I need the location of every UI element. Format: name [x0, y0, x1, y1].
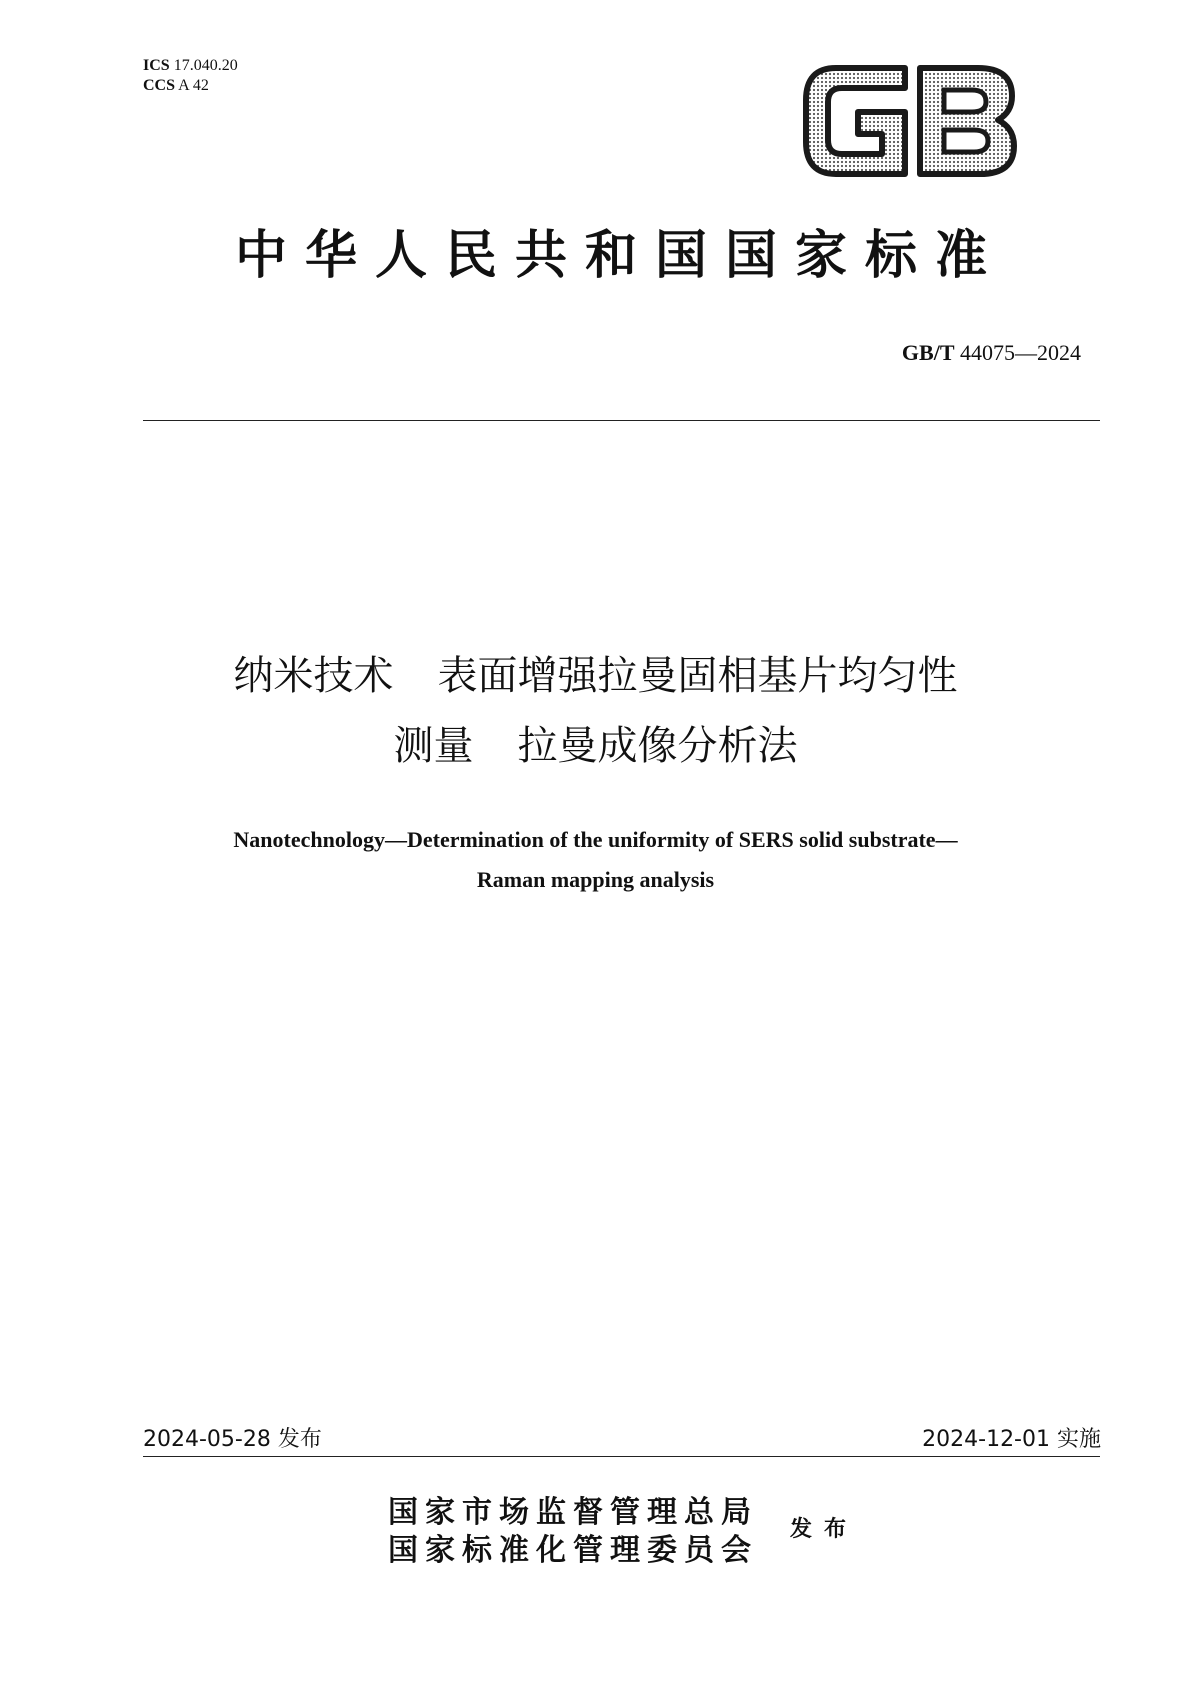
- country-standard-title: 中华人民共和国国家标准: [234, 226, 1005, 286]
- chinese-title-part: 测量: [393, 723, 474, 769]
- ics-label: ICS: [143, 57, 170, 74]
- issue-action-label: 发布: [790, 1516, 859, 1542]
- ics-line: [143, 56, 238, 76]
- chinese-title-part: 表面增强拉曼固相基片均匀性: [437, 653, 958, 699]
- chinese-title-line-1: [60, 648, 1131, 704]
- logo-g-shape: [806, 68, 905, 174]
- implementation-date: 2024-12-01 实施: [922, 1427, 1101, 1452]
- chinese-title-line-2: [60, 718, 1131, 774]
- standard-code: 44075—2024: [960, 340, 1081, 365]
- classification-codes: [143, 56, 238, 96]
- standard-prefix: GB/T: [901, 340, 955, 365]
- chinese-title-part: 纳米技术: [233, 653, 394, 699]
- gb-logo: [800, 60, 1020, 182]
- chinese-title-part: 拉曼成像分析法: [517, 723, 798, 769]
- ccs-code: A 42: [178, 77, 209, 94]
- logo-b-shape: [920, 68, 1014, 174]
- english-title-line-2: Raman mapping analysis: [476, 867, 715, 892]
- ics-code: 17.040.20: [173, 57, 238, 74]
- ccs-line: [143, 76, 238, 96]
- standard-number: [902, 340, 1081, 366]
- issuer-samr: 国家市场监督管理总局: [388, 1495, 758, 1530]
- ccs-label: CCS: [143, 77, 176, 94]
- english-title-line-1: Nanotechnology—Determination of the uniformity of SERS solid substrate—: [233, 827, 958, 852]
- issuer-sac: 国家标准化管理委员会: [388, 1533, 758, 1568]
- top-divider: [143, 420, 1100, 421]
- issue-date: 2024-05-28 发布: [143, 1427, 322, 1452]
- bottom-divider: [143, 1456, 1100, 1457]
